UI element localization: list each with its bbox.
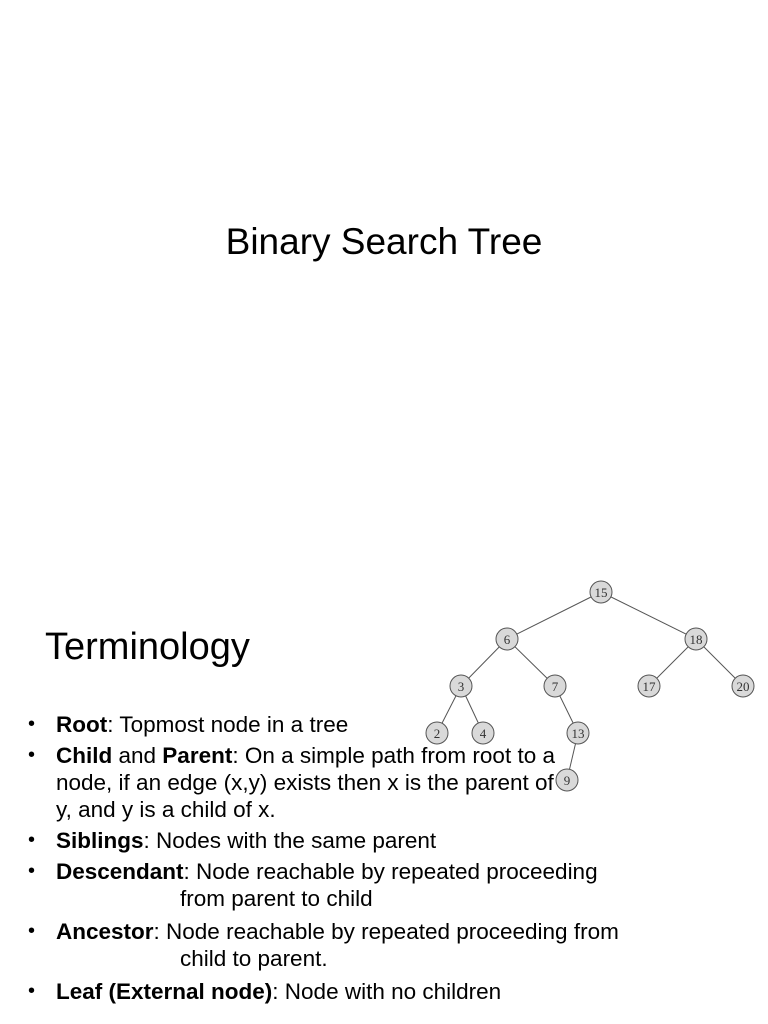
list-item-leaf	[28, 978, 758, 1005]
tree-node-label-6: 6	[503, 632, 511, 647]
list-item-siblings	[28, 827, 758, 854]
tree-node-label-2: 2	[433, 726, 441, 741]
term-parent: Parent	[162, 743, 233, 768]
tree-node-label-13: 13	[571, 726, 585, 741]
term-leaf: Leaf (External node)	[56, 979, 273, 1004]
term-root: Root	[56, 712, 108, 737]
tree-edge-15-6	[507, 592, 601, 639]
definition-descendant: : Node reachable by repeated proceeding	[183, 859, 598, 884]
term-siblings: Siblings	[56, 828, 144, 853]
tree-node-label-3: 3	[457, 679, 465, 694]
list-item-root	[28, 711, 758, 738]
section-heading: Terminology	[45, 626, 250, 668]
definition-root: : Topmost node in a tree	[107, 712, 349, 737]
tree-node-label-4: 4	[479, 726, 487, 741]
tree-node-label-17: 17	[642, 679, 656, 694]
definition-leaf: : Node with no children	[272, 979, 502, 1004]
definition-ancestor-continued: child to parent.	[180, 946, 328, 971]
tree-node-label-20: 20	[736, 679, 750, 694]
tree-node-label-7: 7	[551, 679, 559, 694]
definition-child-parent: : On a simple path from root to a node, if an edge (x,y) exists then x is the parent of y, and y is a child of x.	[56, 743, 555, 822]
list-item-ancestor	[28, 918, 758, 972]
tree-node-label-15: 15	[594, 585, 608, 600]
list-item-child-parent	[28, 742, 566, 823]
tree-edge-15-18	[601, 592, 696, 639]
definition-ancestor: : Node reachable by repeated proceeding from	[153, 919, 619, 944]
term-child: Child	[56, 743, 113, 768]
list-item-descendant	[28, 858, 758, 912]
term-ancestor: Ancestor	[56, 919, 154, 944]
tree-node-label-9: 9	[563, 773, 571, 788]
term-descendant: Descendant	[56, 859, 184, 884]
slide-title: Binary Search Tree	[225, 221, 543, 262]
connector-and: and	[112, 743, 163, 768]
tree-node-label-18: 18	[689, 632, 703, 647]
definition-descendant-continued: from parent to child	[180, 886, 373, 911]
terminology-list	[28, 711, 758, 1009]
definition-siblings: : Nodes with the same parent	[143, 828, 437, 853]
